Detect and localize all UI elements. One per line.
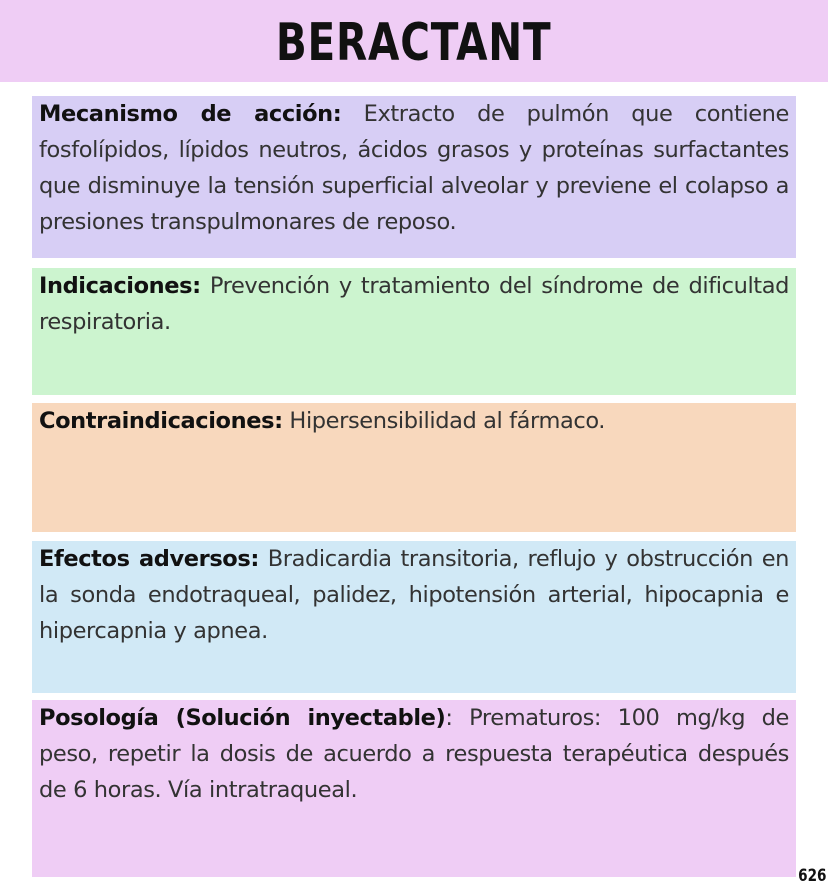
section-efectos-body: Bradicardia transitoria, reflujo y obstrucción en la sonda endotraqueal, palidez, hipotensión arterial, hipocapnia e hipercapnia y apnea. [39, 546, 790, 644]
section-indicaciones-label: Indicaciones: [39, 273, 201, 299]
section-contraindicaciones [32, 403, 796, 532]
title-bar [0, 0, 828, 82]
page-title: BERACTANT [276, 13, 552, 73]
section-contraindicaciones-text [39, 403, 789, 439]
page-number: 626 [797, 866, 826, 886]
section-efectos-label: Efectos adversos: [39, 546, 259, 572]
section-posologia-label: Posología (Solución inyectable) [39, 705, 446, 731]
section-efectos-adversos [32, 541, 796, 693]
section-contraindicaciones-label: Contraindicaciones: [39, 408, 283, 434]
section-contraindicaciones-body: Hipersensibilidad al fármaco. [282, 408, 606, 434]
section-mecanismo [32, 96, 796, 258]
section-efectos-text [39, 541, 789, 649]
section-mecanismo-text [39, 96, 789, 240]
section-posologia [32, 700, 796, 877]
section-mecanismo-body: Extracto de pulmón que contiene fosfolípidos, lípidos neutros, ácidos grasos y proteínas surfactantes que disminuye la tensión superficial alveolar y previene el colapso a presiones transpulmonares de reposo. [39, 101, 789, 235]
section-posologia-body: : Prematuros: 100 mg/kg de peso, repetir la dosis de acuerdo a respuesta terapéutica después de 6 horas. Vía intratraqueal. [39, 705, 789, 803]
section-indicaciones [32, 268, 796, 395]
section-posologia-text [39, 700, 789, 808]
section-mecanismo-label: Mecanismo de acción: [39, 101, 342, 127]
section-indicaciones-text [39, 268, 789, 340]
section-indicaciones-body: Prevención y tratamiento del síndrome de dificultad respiratoria. [39, 273, 789, 335]
